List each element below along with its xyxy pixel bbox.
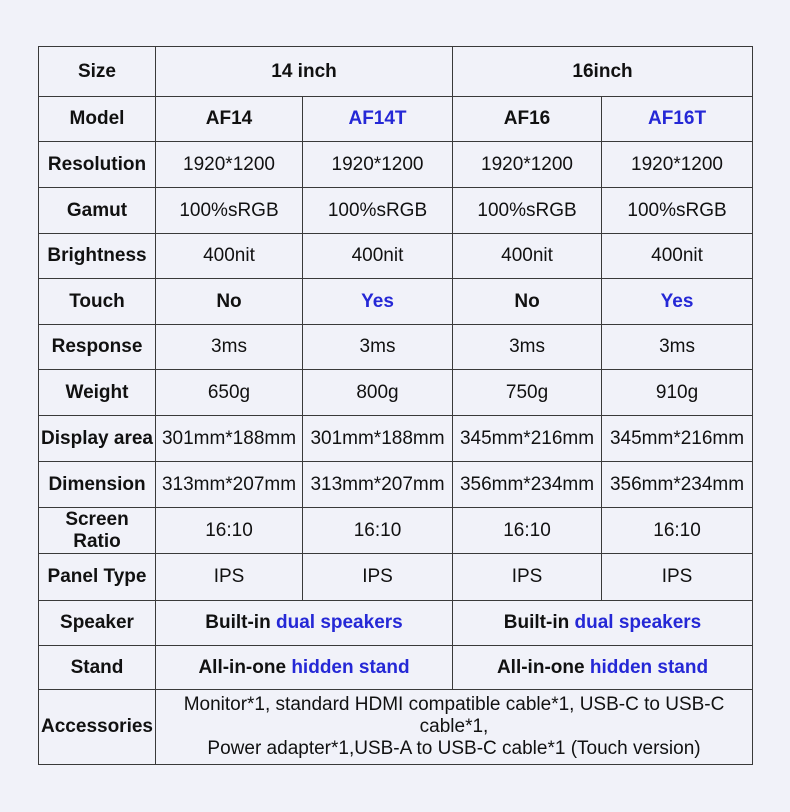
stand-prefix: All-in-one: [198, 656, 287, 678]
cell-resolution: 1920*1200: [303, 142, 453, 188]
row-screen-ratio: [39, 508, 753, 554]
cell-screen-ratio: 16:10: [156, 508, 303, 554]
cell-panel-type: IPS: [453, 554, 602, 601]
spec-table: [38, 46, 753, 765]
cell-gamut: 100%sRGB: [602, 188, 753, 234]
cell-panel-type: IPS: [303, 554, 453, 601]
cell-response: 3ms: [303, 325, 453, 370]
cell-dimension: 356mm*234mm: [453, 462, 602, 508]
cell-dimension: 313mm*207mm: [303, 462, 453, 508]
cell-brightness: 400nit: [453, 234, 602, 279]
label-weight: Weight: [39, 370, 156, 416]
row-display-area: [39, 416, 753, 462]
row-touch: [39, 279, 753, 325]
cell-display-area: 301mm*188mm: [156, 416, 303, 462]
label-panel-type: Panel Type: [39, 554, 156, 601]
speaker-16: [453, 601, 753, 646]
cell-touch: Yes: [602, 279, 753, 325]
cell-brightness: 400nit: [602, 234, 753, 279]
size-14: 14 inch: [156, 47, 453, 97]
cell-touch: Yes: [303, 279, 453, 325]
cell-gamut: 100%sRGB: [303, 188, 453, 234]
label-dimension: Dimension: [39, 462, 156, 508]
speaker-14: [156, 601, 453, 646]
cell-response: 3ms: [602, 325, 753, 370]
label-display-area: Display area: [39, 416, 156, 462]
cell-panel-type: IPS: [156, 554, 303, 601]
size-16: 16inch: [453, 47, 753, 97]
speaker-highlight: dual speakers: [275, 612, 403, 634]
cell-screen-ratio: 16:10: [453, 508, 602, 554]
row-resolution: [39, 142, 753, 188]
cell-brightness: 400nit: [156, 234, 303, 279]
speaker-highlight: dual speakers: [574, 612, 702, 634]
cell-touch: No: [156, 279, 303, 325]
model-af14t: AF14T: [303, 97, 453, 142]
label-gamut: Gamut: [39, 188, 156, 234]
cell-response: 3ms: [453, 325, 602, 370]
row-stand: [39, 646, 753, 690]
row-gamut: [39, 188, 753, 234]
cell-weight: 910g: [602, 370, 753, 416]
stand-prefix: All-in-one: [496, 656, 585, 678]
cell-touch: No: [453, 279, 602, 325]
label-screen-ratio: Screen Ratio: [39, 508, 156, 554]
cell-display-area: 345mm*216mm: [453, 416, 602, 462]
cell-screen-ratio: 16:10: [303, 508, 453, 554]
cell-weight: 800g: [303, 370, 453, 416]
cell-display-area: 345mm*216mm: [602, 416, 753, 462]
row-speaker: [39, 601, 753, 646]
cell-dimension: 313mm*207mm: [156, 462, 303, 508]
cell-brightness: 400nit: [303, 234, 453, 279]
cell-weight: 750g: [453, 370, 602, 416]
row-weight: [39, 370, 753, 416]
row-response: [39, 325, 753, 370]
row-accessories: [39, 690, 753, 765]
stand-highlight: hidden stand: [589, 656, 709, 678]
cell-response: 3ms: [156, 325, 303, 370]
row-dimension: [39, 462, 753, 508]
label-response: Response: [39, 325, 156, 370]
label-model: Model: [39, 97, 156, 142]
stand-14: [156, 646, 453, 690]
cell-gamut: 100%sRGB: [453, 188, 602, 234]
cell-gamut: 100%sRGB: [156, 188, 303, 234]
row-brightness: [39, 234, 753, 279]
cell-display-area: 301mm*188mm: [303, 416, 453, 462]
cell-resolution: 1920*1200: [453, 142, 602, 188]
model-af16: AF16: [453, 97, 602, 142]
cell-screen-ratio: 16:10: [602, 508, 753, 554]
label-speaker: Speaker: [39, 601, 156, 646]
label-size: Size: [39, 47, 156, 97]
accessories-line: Monitor*1, standard HDMI compatible cable*1, USB-C to USB-C cable*1,: [183, 694, 725, 738]
model-af14: AF14: [156, 97, 303, 142]
label-brightness: Brightness: [39, 234, 156, 279]
cell-resolution: 1920*1200: [602, 142, 753, 188]
cell-resolution: 1920*1200: [156, 142, 303, 188]
row-size: [39, 47, 753, 97]
cell-weight: 650g: [156, 370, 303, 416]
stand-highlight: hidden stand: [291, 656, 410, 678]
row-model: [39, 97, 753, 142]
model-af16t: AF16T: [602, 97, 753, 142]
label-resolution: Resolution: [39, 142, 156, 188]
speaker-prefix: Built-in: [503, 612, 570, 634]
label-accessories: Accessories: [39, 690, 156, 765]
label-stand: Stand: [39, 646, 156, 690]
label-touch: Touch: [39, 279, 156, 325]
accessories-line: Power adapter*1,USB-A to USB-C cable*1 (Touch version): [207, 737, 701, 759]
cell-dimension: 356mm*234mm: [602, 462, 753, 508]
speaker-prefix: Built-in: [205, 612, 271, 634]
cell-panel-type: IPS: [602, 554, 753, 601]
accessories-text: [156, 690, 753, 765]
row-panel-type: [39, 554, 753, 601]
stand-16: [453, 646, 753, 690]
